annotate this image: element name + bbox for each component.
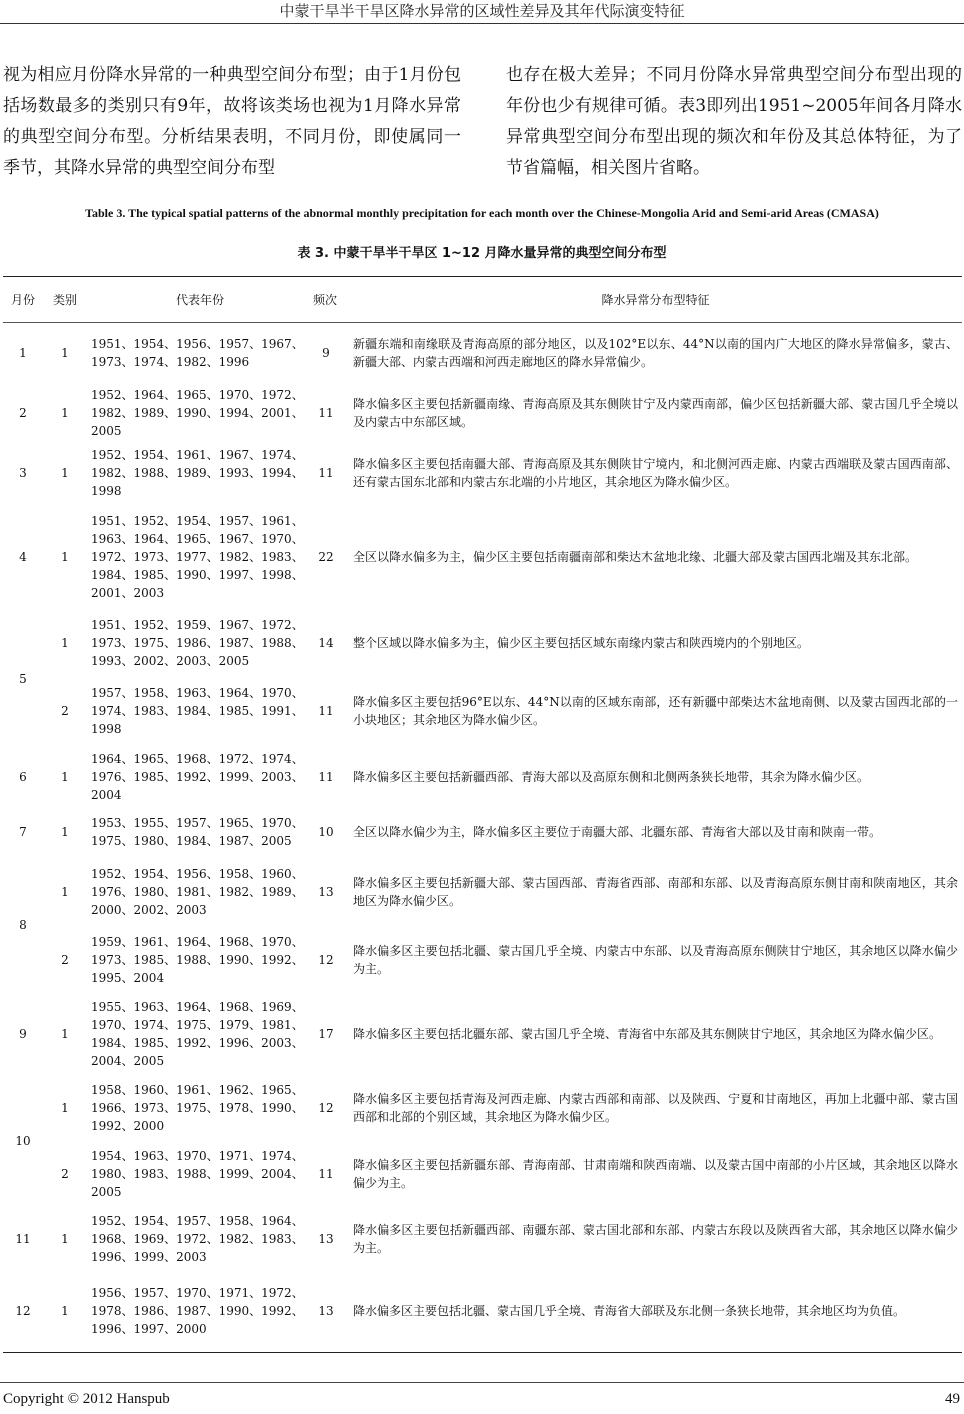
month-group bbox=[3, 443, 962, 503]
month-cell: 5 bbox=[19, 672, 27, 686]
frequency-cell: 11 bbox=[318, 770, 334, 784]
table-row bbox=[3, 383, 962, 443]
years-cell: 1951、1954、1956、1957、1967、1973、1974、1982、1996 bbox=[91, 337, 304, 369]
type-cell: 2 bbox=[61, 704, 69, 718]
type-cell: 1 bbox=[61, 770, 69, 784]
frequency-cell: 17 bbox=[318, 1027, 334, 1041]
years-cell: 1952、1954、1956、1958、1960、1976、1980、1981、1982、1989、2000、2002、2003 bbox=[91, 867, 304, 917]
table-row bbox=[3, 1207, 962, 1271]
type-cell: 1 bbox=[61, 1304, 69, 1318]
header-month: 月份 bbox=[11, 292, 36, 307]
type-cell: 1 bbox=[61, 406, 69, 420]
description-cell: 降水偏多区主要包括新疆西部、青海大部以及高原东侧和北侧两条狭长地带，其余为降水偏少区。 bbox=[353, 770, 870, 784]
type-cell: 1 bbox=[61, 550, 69, 564]
table-row bbox=[3, 927, 962, 993]
frequency-cell: 11 bbox=[318, 704, 334, 718]
header-frequency: 频次 bbox=[313, 292, 338, 307]
description-cell: 降水偏多区主要包括南疆大部、青海高原及其东侧陕甘宁境内，和北侧河西走廊、内蒙古西端联及蒙古国西南部、还有蒙古国东北部和内蒙古东北端的小片地区，其余地区为降水偏少区。 bbox=[353, 457, 958, 489]
years-cell: 1957、1958、1963、1964、1970、1974、1983、1984、1985、1991、1998 bbox=[91, 686, 304, 736]
footer-rule bbox=[0, 1382, 964, 1383]
month-group bbox=[3, 1075, 962, 1207]
month-group bbox=[3, 323, 962, 383]
type-cell: 2 bbox=[61, 1167, 69, 1181]
table-row bbox=[3, 503, 962, 611]
month-cell: 1 bbox=[19, 346, 27, 360]
type-cell: 1 bbox=[61, 885, 69, 899]
years-cell: 1951、1952、1959、1967、1972、1973、1975、1986、1987、1988、1993、2002、2003、2005 bbox=[91, 618, 304, 668]
description-cell: 降水偏多区主要包括北疆、蒙古国几乎全境、内蒙古中东部、以及青海高原东侧陕甘宁地区，其余地区以降水偏少为主。 bbox=[353, 944, 958, 976]
frequency-cell: 12 bbox=[318, 953, 334, 967]
type-cell: 2 bbox=[61, 953, 69, 967]
table-row bbox=[3, 747, 962, 807]
frequency-cell: 11 bbox=[318, 1167, 334, 1181]
description-cell: 新疆东端和南缘联及青海高原的部分地区，以及102°E以东、44°N以南的国内广大地区的降水异常偏多，蒙古、新疆大部、内蒙古西端和河西走廊地区的降水异常偏少。 bbox=[353, 337, 958, 369]
month-group bbox=[3, 993, 962, 1075]
type-cell: 1 bbox=[61, 1027, 69, 1041]
type-cell: 1 bbox=[61, 1101, 69, 1115]
header-rule bbox=[0, 23, 964, 24]
years-cell: 1956、1957、1970、1971、1972、1978、1986、1987、1990、1992、1996、1997、2000 bbox=[91, 1286, 304, 1336]
header-years: 代表年份 bbox=[175, 292, 224, 307]
years-cell: 1955、1963、1964、1968、1969、1970、1974、1975、1979、1981、1984、1985、1992、1996、2003、2004、2005 bbox=[91, 1000, 304, 1068]
month-group bbox=[3, 1207, 962, 1271]
description-cell: 降水偏多区主要包括北疆东部、蒙古国几乎全境、青海省中东部及其东侧陕甘宁地区，其余地区为降水偏少区。 bbox=[353, 1027, 942, 1041]
description-cell: 降水偏多区主要包括新疆南缘、青海高原及其东侧陕甘宁及内蒙西南部，偏少区包括新疆大部、蒙古国几乎全境以及内蒙古中东部区域。 bbox=[353, 397, 958, 429]
frequency-cell: 9 bbox=[322, 346, 330, 360]
footer-page-number: 49 bbox=[945, 1391, 960, 1407]
header-type: 类别 bbox=[53, 292, 78, 307]
table-row bbox=[3, 323, 962, 383]
years-cell: 1959、1961、1964、1968、1970、1973、1985、1988、1990、1992、1995、2004 bbox=[91, 935, 304, 985]
month-group bbox=[3, 383, 962, 443]
body-text-left-column: 视为相应月份降水异常的一种典型空间分布型；由于1月份包括场数最多的类别只有9年，故将该类场也视为1月降水异常的典型空间分布型。分析结果表明，不同月份，即使属同一季节，其降水异常的典型空间分布型 bbox=[3, 65, 461, 178]
month-group bbox=[3, 611, 962, 747]
month-cell: 2 bbox=[19, 406, 27, 420]
frequency-cell: 12 bbox=[318, 1101, 334, 1115]
description-cell: 降水偏多区主要包括96°E以东、44°N以南的区域东南部，还有新疆中部柴达木盆地南侧、以及蒙古国西北部的一小块地区；其余地区为降水偏少区。 bbox=[353, 695, 958, 727]
table-row bbox=[3, 443, 962, 503]
month-cell: 12 bbox=[15, 1304, 31, 1318]
table-row bbox=[3, 857, 962, 927]
years-cell: 1952、1954、1961、1967、1974、1982、1988、1989、1993、1994、1998 bbox=[91, 448, 304, 498]
month-cell: 4 bbox=[19, 550, 27, 564]
table-caption-chinese: 表 3. 中蒙干旱半干旱区 1~12 月降水量异常的典型空间分布型 bbox=[297, 246, 667, 261]
description-cell: 整个区域以降水偏多为主，偏少区主要包括区域东南缘内蒙古和陕西境内的个别地区。 bbox=[353, 636, 810, 650]
month-group bbox=[3, 747, 962, 807]
table-row bbox=[3, 611, 962, 675]
description-cell: 降水偏多区主要包括青海及河西走廊、内蒙古西部和南部、以及陕西、宁夏和甘南地区，再加上北疆中部、蒙古国西部和北部的个别区域，其余地区为降水偏少区。 bbox=[353, 1092, 958, 1124]
month-group bbox=[3, 503, 962, 611]
years-cell: 1952、1964、1965、1970、1972、1982、1989、1990、1994、2001、2005 bbox=[91, 388, 304, 438]
type-cell: 1 bbox=[61, 1232, 69, 1246]
frequency-cell: 11 bbox=[318, 466, 334, 480]
years-cell: 1951、1952、1954、1957、1961、1963、1964、1965、1967、1970、1972、1973、1977、1982、1983、1984、1985、1990、1997、1998、2001、2003 bbox=[91, 514, 304, 600]
month-group bbox=[3, 1271, 962, 1351]
description-cell: 降水偏多区主要包括新疆大部、蒙古国西部、青海省西部、南部和东部、以及青海高原东侧甘南和陕南地区，其余地区为降水偏少区。 bbox=[353, 876, 958, 908]
frequency-cell: 11 bbox=[318, 406, 334, 420]
years-cell: 1954、1963、1970、1971、1974、1980、1983、1988、1999、2004、2005 bbox=[91, 1149, 304, 1199]
month-cell: 10 bbox=[15, 1134, 31, 1148]
years-cell: 1964、1965、1968、1972、1974、1976、1985、1992、1999、2003、2004 bbox=[91, 752, 304, 802]
description-cell: 降水偏多区主要包括北疆、蒙古国几乎全境、青海省大部联及东北侧一条狭长地带，其余地区均为负值。 bbox=[353, 1304, 906, 1318]
month-cell: 3 bbox=[19, 466, 27, 480]
type-cell: 1 bbox=[61, 346, 69, 360]
frequency-cell: 10 bbox=[318, 825, 334, 839]
years-cell: 1958、1960、1961、1962、1965、1966、1973、1975、1978、1990、1992、2000 bbox=[91, 1083, 304, 1133]
header-description: 降水异常分布型特征 bbox=[601, 292, 710, 307]
type-cell: 1 bbox=[61, 825, 69, 839]
frequency-cell: 22 bbox=[318, 550, 334, 564]
description-cell: 全区以降水偏少为主，降水偏多区主要位于南疆大部、北疆东部、青海省大部以及甘南和陕南一带。 bbox=[353, 825, 882, 839]
type-cell: 1 bbox=[61, 636, 69, 650]
years-cell: 1953、1955、1957、1965、1970、1975、1980、1984、1987、2005 bbox=[91, 816, 304, 848]
frequency-cell: 13 bbox=[318, 1304, 334, 1318]
table-bottom-rule bbox=[3, 1352, 962, 1353]
month-cell: 9 bbox=[19, 1027, 27, 1041]
month-cell: 11 bbox=[15, 1232, 31, 1246]
table-row bbox=[3, 993, 962, 1075]
month-cell: 6 bbox=[19, 770, 27, 784]
frequency-cell: 14 bbox=[318, 636, 334, 650]
body-text-right-column: 也存在极大差异；不同月份降水异常典型空间分布型出现的年份也少有规律可循。表3即列出1951~2005年间各月降水异常典型空间分布型出现的频次和年份及其总体特征，为了节省篇幅，相关图片省略。 bbox=[506, 65, 962, 178]
month-cell: 8 bbox=[19, 918, 27, 932]
table-row bbox=[3, 1141, 962, 1207]
table-header bbox=[3, 277, 962, 322]
frequency-cell: 13 bbox=[318, 1232, 334, 1246]
table-row bbox=[3, 675, 962, 747]
table-row bbox=[3, 1271, 962, 1351]
month-cell: 7 bbox=[19, 825, 27, 839]
table-caption-english: Table 3. The typical spatial patterns of the abnormal monthly precipitation for each month over the Chinese-Mongolia Arid and Semi-arid Areas (CMASA) bbox=[85, 206, 879, 220]
table-row bbox=[3, 1075, 962, 1141]
type-cell: 1 bbox=[61, 466, 69, 480]
description-cell: 降水偏多区主要包括新疆东部、青海南部、甘肃南端和陕西南端、以及蒙古国中南部的小片区域，其余地区以降水偏少为主。 bbox=[353, 1158, 958, 1190]
running-header: 中蒙干旱半干旱区降水异常的区域性差异及其年代际演变特征 bbox=[279, 2, 685, 20]
frequency-cell: 13 bbox=[318, 885, 334, 899]
years-cell: 1952、1954、1957、1958、1964、1968、1969、1972、1982、1983、1996、1999、2003 bbox=[91, 1214, 304, 1264]
footer-copyright: Copyright © 2012 Hanspub bbox=[3, 1391, 170, 1407]
month-group bbox=[3, 807, 962, 857]
table-row bbox=[3, 807, 962, 857]
description-cell: 降水偏多区主要包括新疆西部、南疆东部、蒙古国北部和东部、内蒙古东段以及陕西省大部，其余地区以降水偏少为主。 bbox=[353, 1223, 958, 1255]
month-group bbox=[3, 857, 962, 993]
description-cell: 全区以降水偏多为主，偏少区主要包括南疆南部和柴达木盆地北缘、北疆大部及蒙古国西北端及其东北部。 bbox=[353, 550, 918, 564]
